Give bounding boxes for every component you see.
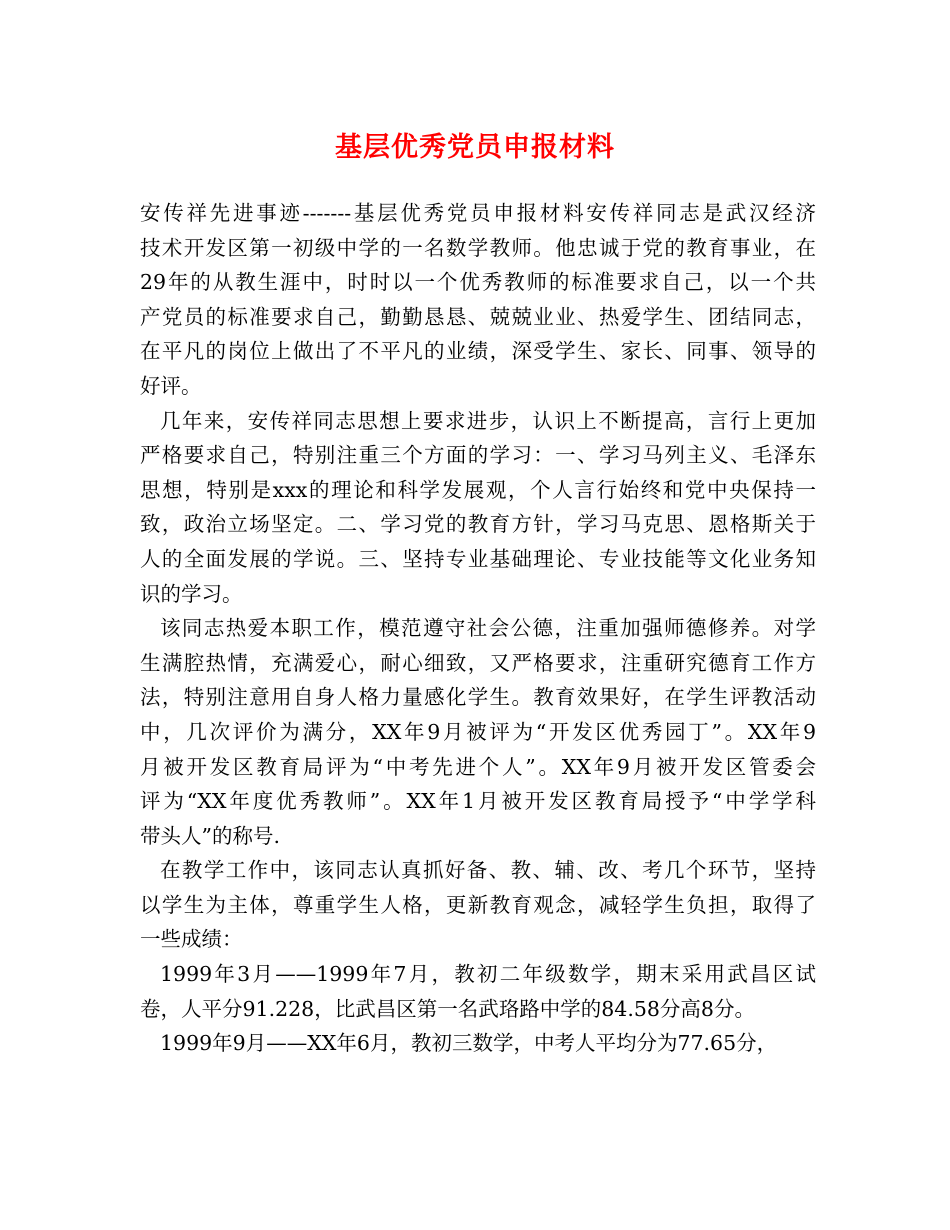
paragraph-line: 评为“XX年度优秀教师”。XX年1月被开发区教育局授予“中学学科 — [140, 789, 816, 814]
paragraph-line: 人的全面发展的学说。三、坚持专业基础理论、专业技能等文化业务知 — [140, 546, 816, 571]
paragraph-line: 在教学工作中，该同志认真抓好备、教、辅、改、考几个环节，坚持 — [160, 858, 816, 883]
paragraph-line: 致，政治立场坚定。二、学习党的教育方针，学习马克思、恩格斯关于 — [140, 512, 816, 537]
paragraph-line: 1999年9月——XX年6月，教初三数学，中考人平均分为77.65分， — [160, 1031, 778, 1056]
paragraph — [140, 196, 816, 404]
paragraph-line: 该同志热爱本职工作，模范遵守社会公德，注重加强师德修养。对学 — [160, 616, 816, 641]
paragraph-line: 1999年3月——1999年7月，教初二年级数学，期末采用武昌区试 — [160, 962, 816, 987]
paragraph-line: 以学生为主体，尊重学生人格，更新教育观念，减轻学生负担，取得了 — [140, 892, 816, 917]
paragraph-line: 月被开发区教育局评为“中考先进个人”。XX年9月被开发区管委会 — [140, 754, 816, 779]
paragraph-line: 中，几次评价为满分，XX年9月被评为“开发区优秀园丁”。XX年9 — [140, 719, 816, 744]
paragraph-line: 在平凡的岗位上做出了不平凡的业绩，深受学生、家长、同事、领导的 — [140, 339, 816, 364]
document-body — [140, 196, 816, 1061]
paragraph-line: 生满腔热情，充满爱心，耐心细致，又严格要求，注重研究德育工作方 — [140, 650, 816, 675]
paragraph-line: 技术开发区第一初级中学的一名数学教师。他忠诚于党的教育事业，在 — [140, 235, 816, 260]
paragraph-line: 安传祥先进事迹-------基层优秀党员申报材料安传祥同志是武汉经济 — [140, 201, 816, 225]
paragraph-line: 卷，人平分91.228，比武昌区第一名武珞路中学的84.58分高8分。 — [140, 996, 755, 1021]
paragraph — [140, 1026, 816, 1061]
paragraph-line: 产党员的标准要求自己，勤勤恳恳、兢兢业业、热爱学生、团结同志， — [140, 304, 816, 329]
paragraph-line: 识的学习。 — [140, 581, 243, 606]
paragraph-line: 带头人”的称号. — [140, 823, 280, 848]
paragraph-line: 严格要求自己，特别注重三个方面的学习：一、学习马列主义、毛泽东 — [140, 443, 816, 468]
paragraph — [140, 853, 816, 957]
paragraph-line: 几年来，安传祥同志思想上要求进步，认识上不断提高，言行上更加 — [160, 408, 816, 433]
paragraph — [140, 957, 816, 1026]
paragraph-line: 法，特别注意用自身人格力量感化学生。教育效果好，在学生评教活动 — [140, 685, 816, 710]
paragraph-line: 一些成绩： — [140, 927, 243, 952]
paragraph-line: 29年的从教生涯中，时时以一个优秀教师的标准要求自己，以一个共 — [140, 270, 816, 295]
paragraph — [140, 611, 816, 853]
paragraph-line: 思想，特别是xxx的理论和科学发展观，个人言行始终和党中央保持一 — [140, 477, 816, 502]
document-title: 基层优秀党员申报材料 — [335, 132, 615, 163]
paragraph — [140, 404, 816, 612]
paragraph-line: 好评。 — [140, 373, 202, 398]
